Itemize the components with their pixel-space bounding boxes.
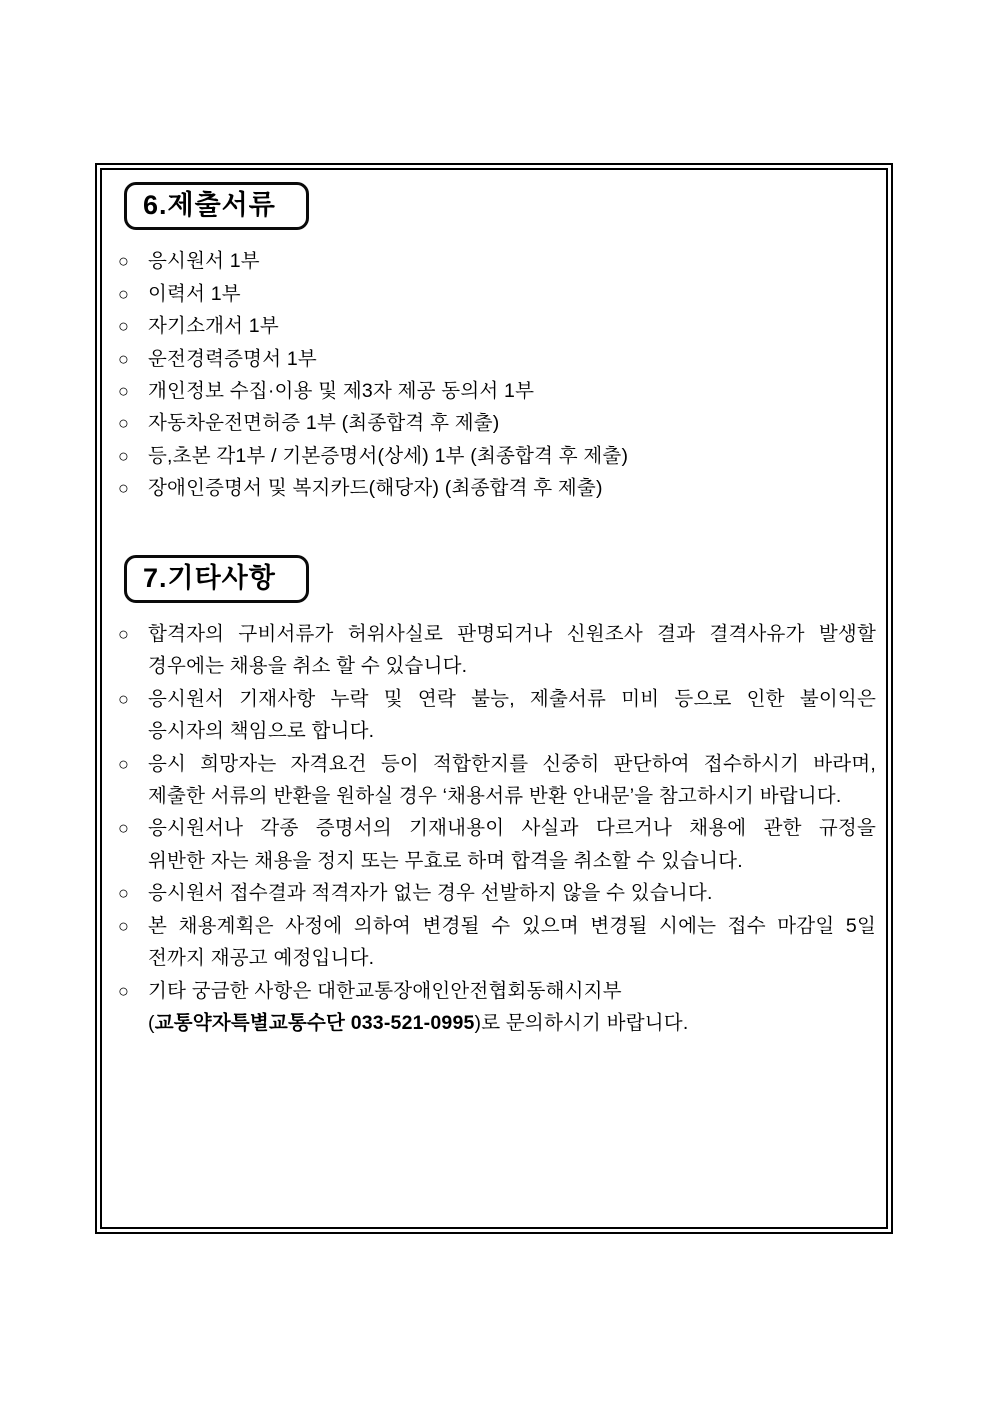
list-item bbox=[118, 877, 876, 909]
section-6-heading: 6.제출서류 bbox=[124, 182, 309, 230]
list-item bbox=[118, 618, 876, 683]
list-item bbox=[118, 278, 876, 310]
circle-bullet-icon: ○ bbox=[118, 883, 130, 904]
list-item bbox=[118, 245, 876, 277]
note-line: 응시원서나 각종 증명서의 기재내용이 사실과 다르거나 채용에 관한 규정을 bbox=[148, 817, 876, 840]
list-item bbox=[118, 375, 876, 407]
section-7-heading: 7.기타사항 bbox=[124, 555, 309, 603]
document-border-inner bbox=[100, 168, 888, 1229]
contact-rest: )로 문의하시기 바랍니다. bbox=[474, 1011, 689, 1034]
other-matters-list bbox=[118, 618, 876, 1039]
note-text bbox=[148, 812, 876, 877]
circle-bullet-icon: ○ bbox=[118, 316, 130, 337]
note-text bbox=[148, 748, 876, 813]
list-item bbox=[118, 683, 876, 748]
note-text bbox=[148, 975, 876, 1040]
circle-bullet-icon: ○ bbox=[118, 624, 130, 645]
submission-documents-list bbox=[118, 245, 876, 504]
section-other-matters bbox=[118, 551, 876, 1040]
circle-bullet-icon: ○ bbox=[118, 980, 130, 1001]
note-line: 제출한 서류의 반환을 원하실 경우 ‘채용서류 반환 안내문’을 참고하시기 바랍니다. bbox=[148, 785, 842, 808]
list-item bbox=[118, 812, 876, 877]
list-item bbox=[118, 343, 876, 375]
note-line: 응시원서 접수결과 적격자가 없는 경우 선발하지 않을 수 있습니다. bbox=[148, 882, 713, 905]
note-line: 본 채용계획은 사정에 의하여 변경될 수 있으며 변경될 시에는 접수 마감일 5일 bbox=[148, 914, 876, 937]
note-line: 응시자의 책임으로 합니다. bbox=[148, 720, 375, 743]
note-text bbox=[148, 683, 876, 748]
note-text bbox=[148, 618, 876, 683]
note-text bbox=[148, 910, 876, 975]
circle-bullet-icon: ○ bbox=[118, 445, 130, 466]
note-line: 응시 희망자는 자격요건 등이 적합한지를 신중히 판단하여 접수하시기 바라며, bbox=[148, 752, 876, 775]
note-line: 기타 궁금한 사항은 대한교통장애인안전협회동해시지부 bbox=[148, 979, 622, 1002]
note-text bbox=[148, 877, 876, 909]
note-line: 합격자의 구비서류가 허위사실로 판명되거나 신원조사 결과 결격사유가 발생할 bbox=[148, 623, 876, 646]
list-item bbox=[118, 407, 876, 439]
contact-phone: 교통약자특별교통수단 033-521-0995 bbox=[154, 1011, 475, 1034]
circle-bullet-icon: ○ bbox=[118, 413, 130, 434]
circle-bullet-icon: ○ bbox=[118, 753, 130, 774]
circle-bullet-icon: ○ bbox=[118, 478, 130, 499]
contact-line bbox=[148, 1007, 876, 1039]
circle-bullet-icon: ○ bbox=[118, 251, 130, 272]
list-item bbox=[118, 910, 876, 975]
list-item-text: 이력서 1부 bbox=[148, 282, 241, 305]
circle-bullet-icon: ○ bbox=[118, 688, 130, 709]
section-submission-documents bbox=[118, 178, 876, 505]
circle-bullet-icon: ○ bbox=[118, 915, 130, 936]
document-border-outer bbox=[95, 163, 893, 1234]
list-item-text: 운전경력증명서 1부 bbox=[148, 347, 317, 370]
list-item-text: 장애인증명서 및 복지카드(해당자) (최종합격 후 제출) bbox=[148, 477, 603, 500]
list-item-text: 자기소개서 1부 bbox=[148, 315, 279, 338]
contact-open-paren: ( bbox=[148, 1011, 155, 1034]
list-item bbox=[118, 440, 876, 472]
list-item-text: 응시원서 1부 bbox=[148, 250, 260, 273]
list-item bbox=[118, 975, 876, 1040]
list-item bbox=[118, 310, 876, 342]
circle-bullet-icon: ○ bbox=[118, 381, 130, 402]
note-line: 경우에는 채용을 취소 할 수 있습니다. bbox=[148, 655, 468, 678]
note-line: 전까지 재공고 예정입니다. bbox=[148, 947, 375, 970]
circle-bullet-icon: ○ bbox=[118, 283, 130, 304]
list-item bbox=[118, 748, 876, 813]
list-item-text: 자동차운전면허증 1부 (최종합격 후 제출) bbox=[148, 412, 500, 435]
list-item-text: 개인정보 수집·이용 및 제3자 제공 동의서 1부 bbox=[148, 380, 535, 403]
list-item bbox=[118, 472, 876, 504]
note-line: 위반한 자는 채용을 정지 또는 무효로 하며 합격을 취소할 수 있습니다. bbox=[148, 849, 743, 872]
circle-bullet-icon: ○ bbox=[118, 818, 130, 839]
circle-bullet-icon: ○ bbox=[118, 348, 130, 369]
list-item-text: 등,초본 각1부 / 기본증명서(상세) 1부 (최종합격 후 제출) bbox=[148, 444, 629, 467]
note-line: 응시원서 기재사항 누락 및 연락 불능, 제출서류 미비 등으로 인한 불이익은 bbox=[148, 687, 876, 710]
